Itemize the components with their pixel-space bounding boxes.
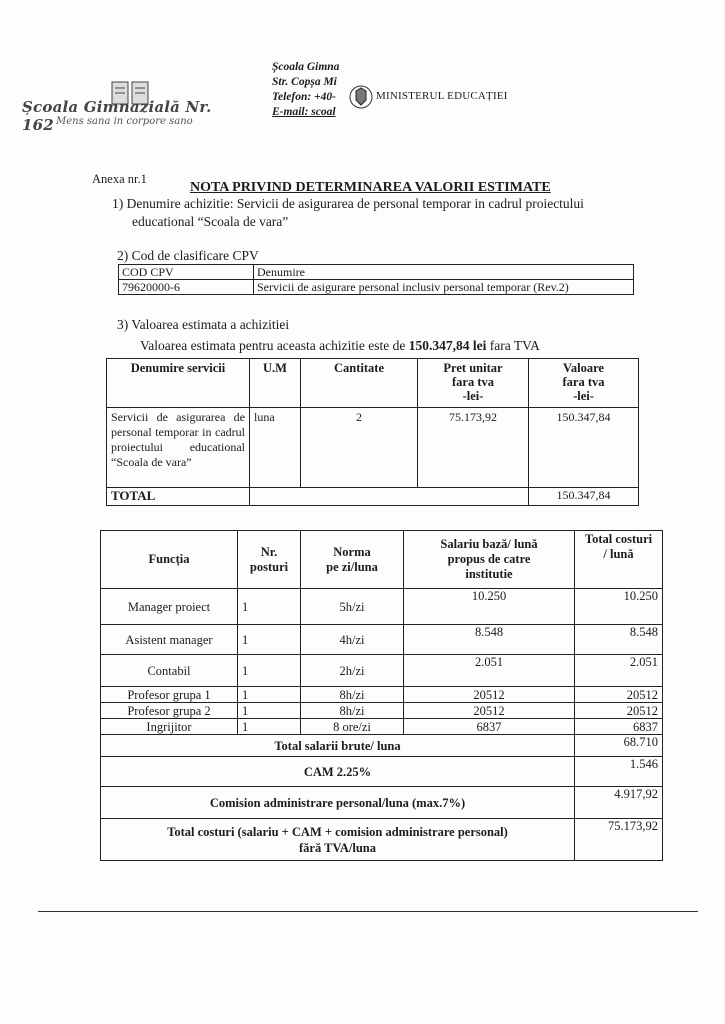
services-header-name: Denumire servicii xyxy=(107,359,250,408)
summary-value: 1.546 xyxy=(575,757,663,787)
cpv-table xyxy=(118,264,634,295)
item-3-heading: 3) Valoarea estimata a achizitiei xyxy=(117,317,290,332)
staff-row-function: Manager proiect xyxy=(101,589,238,625)
staff-row-salary: 6837 xyxy=(404,719,575,735)
ministry-crest-icon xyxy=(349,82,373,112)
staff-row-norm: 8h/zi xyxy=(301,703,404,719)
summary-label: Comision administrare personal/luna (max.7%) xyxy=(101,787,575,819)
services-header-qty: Cantitate xyxy=(301,359,418,408)
staff-row-total: 6837 xyxy=(575,719,663,735)
services-header-um: U.M xyxy=(250,359,301,408)
item-2-heading: 2) Cod de clasificare CPV xyxy=(117,248,259,263)
staff-row-total: 20512 xyxy=(575,687,663,703)
estimate-value: 150.347,84 lei xyxy=(408,338,487,353)
summary-value: 75.173,92 xyxy=(575,819,663,861)
staff-row-total: 8.548 xyxy=(575,625,663,655)
footer-divider xyxy=(38,911,698,912)
summary-row xyxy=(101,735,663,757)
staff-row xyxy=(101,703,663,719)
annex-label: Anexa nr.1 xyxy=(92,172,147,186)
address-line-2: Str. Copșa Mi xyxy=(272,76,337,88)
summary-label: Total salarii brute/ luna xyxy=(101,735,575,757)
staff-row xyxy=(101,625,663,655)
services-row-unit-price: 75.173,92 xyxy=(418,408,529,488)
staff-row-norm: 5h/zi xyxy=(301,589,404,625)
summary-row xyxy=(101,787,663,819)
address-line-4: E-mail: scoal xyxy=(272,106,336,118)
staff-header-function: Funcția xyxy=(101,531,238,589)
item-1-line-2: educational “Scoala de vara” xyxy=(132,214,289,229)
staff-row-salary: 20512 xyxy=(404,687,575,703)
services-row-um: luna xyxy=(250,408,301,488)
staff-row-total: 2.051 xyxy=(575,655,663,687)
services-total-label: TOTAL xyxy=(107,488,250,506)
staff-row xyxy=(101,655,663,687)
item-1-line-1: 1) Denumire achizitie: Servicii de asigurarea de personal temporar in cadrul proiectului xyxy=(112,196,584,211)
cpv-header-name: Denumire xyxy=(254,265,634,280)
summary-row xyxy=(101,757,663,787)
staff-header-posts: Nr. posturi xyxy=(238,531,301,589)
summary-value: 4.917,92 xyxy=(575,787,663,819)
staff-row-norm: 8 ore/zi xyxy=(301,719,404,735)
staff-row-posts: 1 xyxy=(238,655,301,687)
staff-row-salary: 2.051 xyxy=(404,655,575,687)
services-row-name: Servicii de asigurarea de personal temporar in cadrul proiectului educational “Scoala de vara” xyxy=(107,408,250,488)
staff-row xyxy=(101,687,663,703)
staff-row-norm: 2h/zi xyxy=(301,655,404,687)
staff-row xyxy=(101,719,663,735)
staff-row-posts: 1 xyxy=(238,687,301,703)
services-total-empty xyxy=(250,488,529,506)
staff-row-norm: 4h/zi xyxy=(301,625,404,655)
staff-row-function: Profesor grupa 2 xyxy=(101,703,238,719)
staff-row-function: Contabil xyxy=(101,655,238,687)
staff-row-salary: 8.548 xyxy=(404,625,575,655)
staff-row-norm: 8h/zi xyxy=(301,687,404,703)
school-address xyxy=(272,60,344,120)
cpv-code: 79620000-6 xyxy=(119,280,254,295)
summary-label: Total costuri (salariu + CAM + comision administrare personal) fără TVA/luna xyxy=(101,819,575,861)
estimate-suffix: fara TVA xyxy=(486,338,540,353)
staff-header-norm: Norma pe zi/luna xyxy=(301,531,404,589)
services-table xyxy=(106,358,639,506)
estimate-prefix: Valoarea estimata pentru aceasta achizitie este de xyxy=(140,338,409,353)
staff-row-total: 10.250 xyxy=(575,589,663,625)
summary-value: 68.710 xyxy=(575,735,663,757)
staff-row-posts: 1 xyxy=(238,589,301,625)
services-header-value: Valoare fara tva -lei- xyxy=(529,359,639,408)
staff-row-function: Asistent manager xyxy=(101,625,238,655)
staff-table xyxy=(100,530,663,861)
summary-label: CAM 2.25% xyxy=(101,757,575,787)
staff-row-total: 20512 xyxy=(575,703,663,719)
address-line-3: Telefon: +40- xyxy=(272,91,336,103)
school-logo-text: Școala Gimnazială Nr. 162 xyxy=(22,98,212,134)
staff-row-posts: 1 xyxy=(238,703,301,719)
cpv-name: Servicii de asigurare personal inclusiv personal temporar (Rev.2) xyxy=(254,280,634,295)
staff-row-posts: 1 xyxy=(238,719,301,735)
staff-row xyxy=(101,589,663,625)
services-header-unit-price: Pret unitar fara tva -lei- xyxy=(418,359,529,408)
staff-row-salary: 20512 xyxy=(404,703,575,719)
staff-row-function: Profesor grupa 1 xyxy=(101,687,238,703)
school-motto: Mens sana in corpore sano xyxy=(56,116,193,127)
services-row-qty: 2 xyxy=(301,408,418,488)
staff-row-salary: 10.250 xyxy=(404,589,575,625)
estimate-sentence xyxy=(140,338,540,354)
document-title: NOTA PRIVIND DETERMINAREA VALORII ESTIMATE xyxy=(190,180,551,195)
staff-row-function: Ingrijitor xyxy=(101,719,238,735)
services-total-value: 150.347,84 xyxy=(529,488,639,506)
summary-row xyxy=(101,819,663,861)
services-row-value: 150.347,84 xyxy=(529,408,639,488)
staff-header-salary: Salariu bază/ lună propus de catre institutie xyxy=(404,531,575,589)
staff-row-posts: 1 xyxy=(238,625,301,655)
address-line-1: Școala Gimna xyxy=(272,61,340,73)
cpv-header-code: COD CPV xyxy=(119,265,254,280)
ministry-name: MINISTERUL EDUCAȚIEI xyxy=(376,90,508,102)
services-row xyxy=(107,408,639,488)
staff-header-total: Total costuri / lună xyxy=(575,531,663,589)
